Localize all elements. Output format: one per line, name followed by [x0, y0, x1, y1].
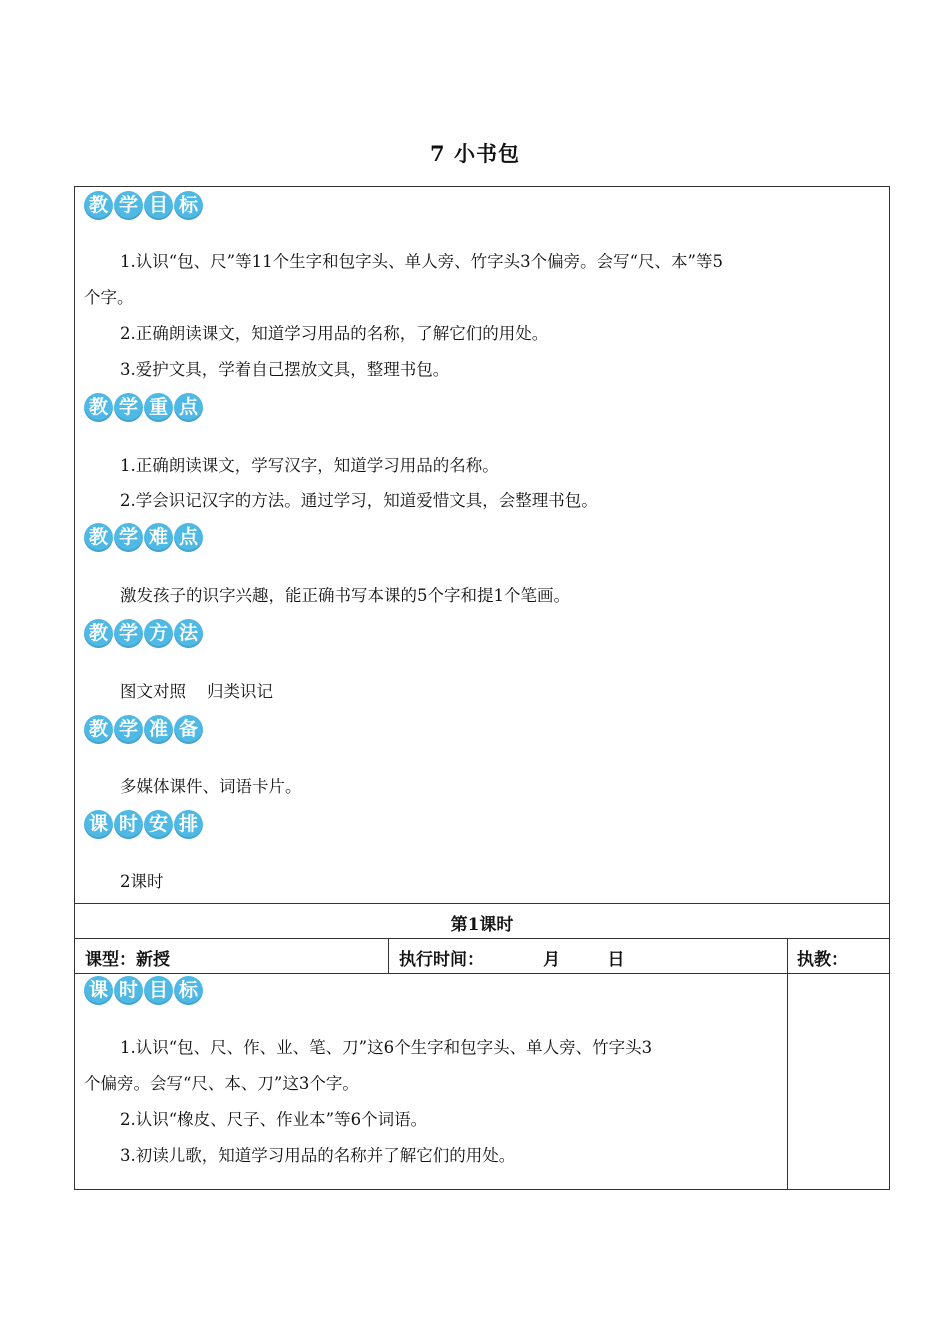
key-item-2: 2.学会识记汉字的方法。通过学习，知道爱惜文具，会整理书包。: [120, 491, 598, 510]
badge-char: 教: [84, 191, 113, 220]
goals-item-1-cont: 个字。: [84, 288, 134, 307]
column-divider: [787, 974, 788, 1189]
badge-teaching-goals: [84, 191, 203, 220]
badge-char: 教: [84, 393, 113, 422]
badge-schedule: [84, 810, 203, 839]
key-item-1: 1.正确朗读课文，学写汉字，知道学习用品的名称。: [120, 456, 499, 475]
badge-char: 标: [174, 191, 203, 220]
period-goal-1: 1.认识“包、尺、作、业、笔、刀”这6个生字和包字头、单人旁、竹字头3: [120, 1038, 653, 1057]
column-divider: [787, 939, 788, 973]
badge-char: 难: [144, 523, 173, 552]
badge-char: 目: [144, 191, 173, 220]
badge-char: 学: [114, 619, 143, 648]
period-goal-1-cont: 个偏旁。会写“尺、本、刀”这3个字。: [84, 1074, 359, 1093]
goals-item-2: 2.正确朗读课文，知道学习用品的名称，了解它们的用处。: [120, 324, 549, 343]
badge-char: 法: [174, 619, 203, 648]
column-divider: [388, 939, 389, 973]
badge-char: 教: [84, 619, 113, 648]
badge-char: 准: [144, 715, 173, 744]
document-title: 7 小书包: [430, 141, 520, 166]
schedule-item-1: 2课时: [120, 872, 164, 891]
difficult-item-1: 激发孩子的识字兴趣，能正确书写本课的5个字和提1个笔画。: [120, 586, 570, 605]
teacher-label: 执教：: [797, 950, 848, 970]
badge-teaching-prep: [84, 715, 203, 744]
goals-item-3: 3.爱护文具，学着自己摆放文具，整理书包。: [120, 360, 450, 379]
badge-char: 课: [84, 810, 113, 839]
badge-char: 学: [114, 715, 143, 744]
badge-char: 重: [144, 393, 173, 422]
badge-char: 方: [144, 619, 173, 648]
badge-char: 教: [84, 523, 113, 552]
period-header-row: [74, 903, 890, 939]
period-title: 第1课时: [450, 915, 514, 935]
badge-char: 课: [84, 976, 113, 1005]
badge-char: 时: [114, 976, 143, 1005]
badge-char: 点: [174, 523, 203, 552]
badge-char: 标: [174, 976, 203, 1005]
execution-time: 执行时间： 月 日: [399, 950, 625, 970]
lesson-type: 课型：新授: [85, 950, 170, 970]
period-goal-2: 2.认识“橡皮、尺子、作业本”等6个词语。: [120, 1110, 428, 1129]
badge-period-goals: [84, 976, 203, 1005]
method-item-1: 图文对照 归类识记: [120, 682, 273, 701]
badge-teaching-method: [84, 619, 203, 648]
badge-char: 学: [114, 393, 143, 422]
badge-char: 安: [144, 810, 173, 839]
badge-char: 学: [114, 523, 143, 552]
badge-char: 备: [174, 715, 203, 744]
goals-item-1: 1.认识“包、尺”等11个生字和包字头、单人旁、竹字头3个偏旁。会写“尺、本”等5: [120, 252, 723, 271]
badge-key-points: [84, 393, 203, 422]
prep-item-1: 多媒体课件、词语卡片。: [120, 777, 302, 796]
badge-char: 教: [84, 715, 113, 744]
period-info-row: [74, 938, 890, 974]
badge-difficult-points: [84, 523, 203, 552]
badge-char: 时: [114, 810, 143, 839]
badge-char: 学: [114, 191, 143, 220]
badge-char: 排: [174, 810, 203, 839]
badge-char: 目: [144, 976, 173, 1005]
period-goal-3: 3.初读儿歌，知道学习用品的名称并了解它们的用处。: [120, 1146, 516, 1165]
badge-char: 点: [174, 393, 203, 422]
